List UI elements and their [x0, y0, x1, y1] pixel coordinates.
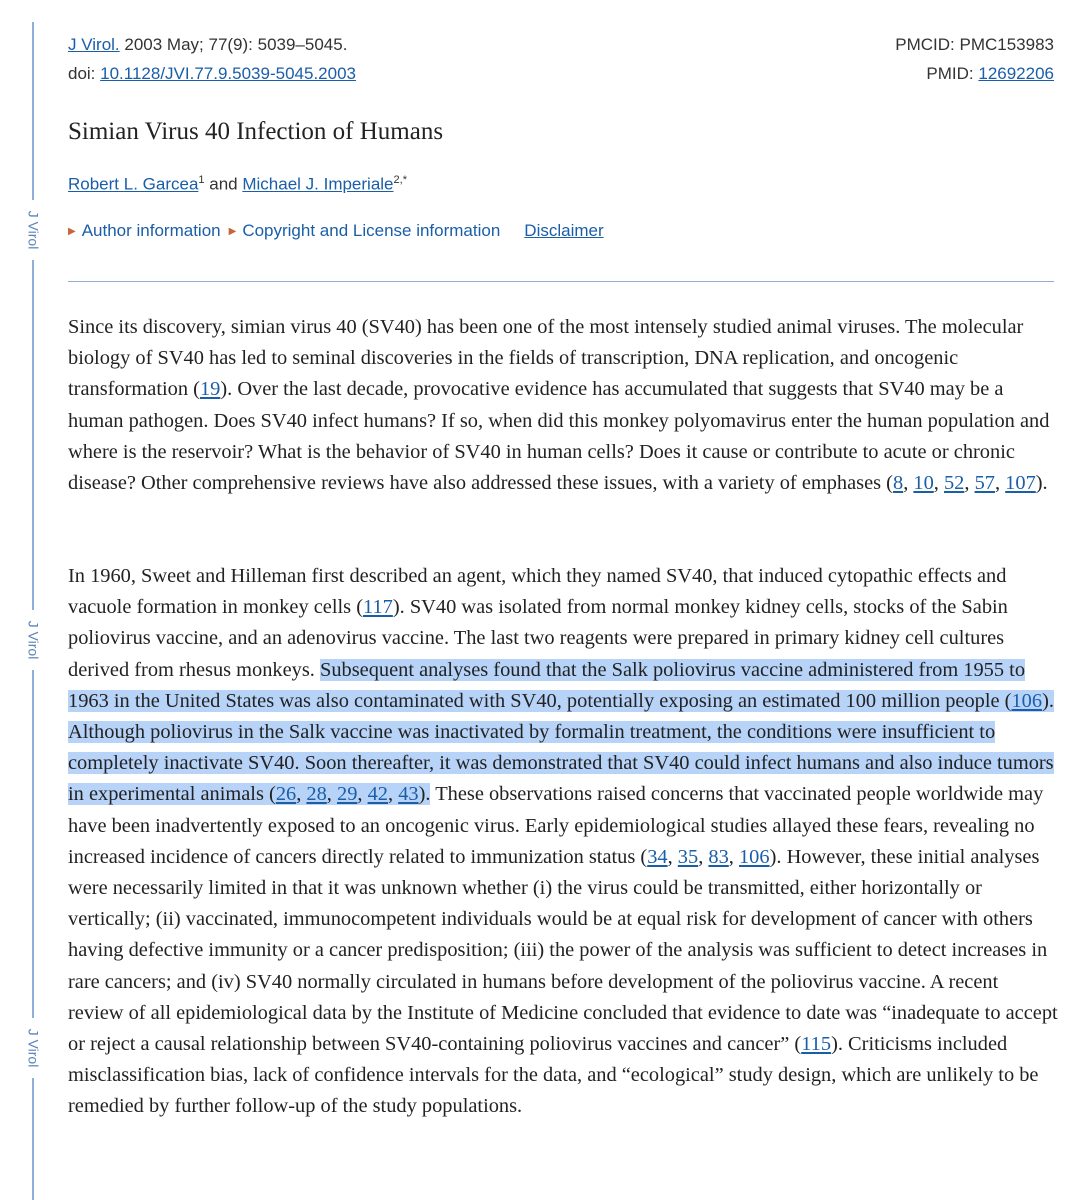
reference-link[interactable]: 8 [892, 472, 904, 495]
pmid-label: PMID: [926, 64, 979, 83]
reference-link[interactable]: 19 [199, 378, 221, 401]
reference-link[interactable]: 52 [943, 472, 965, 495]
reference-link[interactable]: 115 [801, 1033, 832, 1056]
selected-text[interactable]: Subsequent analyses found that the Salk poliovirus vaccine administered from 1955 to 1963 in the United States was also contaminated with SV40, potentially exposing an estimated 100 million people (106). Although poliovirus in the Salk vaccine was inactivated by formalin treatment, the conditions were insufficient to completely inactivate SV40. Soon thereafter, it was demonstrated that SV40 could infect humans and also induce tumors in experimental animals (26, 28, 29, 42, 43). [68, 658, 1054, 806]
reference-link[interactable]: 26 [275, 783, 297, 806]
reference-link[interactable]: 83 [708, 845, 729, 868]
author-information-toggle[interactable]: ▶ Author information [68, 221, 221, 240]
paragraph-1: Since its discovery, simian virus 40 (SV40) has been one of the most intensely studied animal viruses. The molecular biology of SV40 has led to seminal discoveries in the fields of transcription, DNA replication, and oncogenic transformation (19). Over the last decade, provocative evidence has accumulated that suggests that SV40 may be a human pathogen. Does SV40 infect humans? If so, when did this monkey polyomavirus enter the human population and where is the reservoir? What is the behavior of SV40 in human cells? Does it cause or contribute to acute or chronic disease? Other comprehensive reviews have also addressed these issues, with a variety of emphases (8, 10, 52, 57, 107). [68, 316, 1050, 495]
author-separator: and [204, 174, 243, 194]
pmid-link[interactable]: 12692206 [978, 64, 1054, 83]
triangle-right-icon: ▶ [68, 225, 76, 237]
reference-link[interactable]: 42 [367, 783, 388, 806]
author-link[interactable]: Robert L. Garcea [68, 174, 199, 194]
doi-label: doi: [68, 64, 101, 83]
article-title: Simian Virus 40 Infection of Humans [68, 118, 444, 145]
pmcid: PMCID: PMC153983 [895, 35, 1054, 54]
copyright-license-toggle[interactable]: ▶ Copyright and License information [228, 221, 501, 240]
triangle-right-icon: ▶ [228, 225, 237, 237]
citation-header [68, 30, 1054, 88]
reference-link[interactable]: 106 [738, 845, 770, 868]
affiliation-sup: 2,* [393, 174, 407, 186]
disclaimer-link[interactable]: Disclaimer [524, 221, 604, 240]
affiliation-sup: 1 [198, 174, 205, 186]
article-meta-links [68, 221, 604, 241]
sidebar-label: J Virol [22, 200, 44, 260]
reference-link[interactable]: 57 [974, 472, 995, 495]
reference-link[interactable]: 10 [913, 472, 934, 495]
reference-link[interactable]: 107 [1005, 472, 1036, 495]
author-list [68, 174, 407, 195]
paragraph-2: In 1960, Sweet and Hilleman first described an agent, which they named SV40, that induced cytopathic effects and vacuole formation in monkey cells (117). SV40 was isolated from normal monkey kidney cells, stocks of the Sabin poliovirus vaccine, and an adenovirus vaccine. The last two reagents were prepared in primary kidney cell cultures derived from rhesus monkeys. Subsequent analyses found that the Salk poliovirus vaccine administered from 1955 to 1963 in the United States was also contaminated with SV40, potentially exposing an estimated 100 million people (106). Although poliovirus in the Salk vaccine was inactivated by formalin treatment, the conditions were insufficient to completely inactivate SV40. Soon thereafter, it was demonstrated that SV40 could infect humans and also induce tumors in experimental animals (26, 28, 29, 42, 43). These observations raised concerns that vaccinated people worldwide may have been inadvertently exposed to an oncogenic virus. Early epidemiological studies allayed these fears, revealing no increased incidence of cancers directly related to immunization status (34, 35, 83, 106). However, these initial analyses were necessarily limited in that it was unknown whether (i) the virus could be transmitted, either horizontally or vertically; (ii) vaccinated, immunocompetent individuals would be at equal risk for development of cancer with others having defective immunity or a cancer predisposition; (iii) the power of the analysis was sufficient to detect increases in rare cancers; and (iv) SV40 normally circulated in humans before development of the poliovirus vaccine. A recent review of all epidemiological data by the Institute of Medicine concluded that evidence to date was “inadequate to accept or reject a causal relationship between SV40-containing poliovirus vaccines and cancer” (115). Criticisms included misclassification bias, lack of confidence intervals for the data, and “ecological” study design, which are unlikely to be remedied by further follow-up of the study populations. [68, 565, 1058, 1118]
doi-link[interactable]: 10.1128/JVI.77.9.5039-5045.2003 [100, 64, 356, 83]
journal-link[interactable]: J Virol. [68, 35, 120, 54]
reference-link[interactable]: 29 [337, 783, 358, 806]
citation-details: 2003 May; 77(9): 5039–5045. [119, 35, 348, 54]
sidebar-label: J Virol [22, 1018, 44, 1078]
reference-link[interactable]: 35 [677, 845, 699, 868]
sidebar-label: J Virol [22, 610, 44, 670]
reference-link[interactable]: 106 [1011, 689, 1043, 712]
reference-link[interactable]: 28 [306, 783, 327, 806]
reference-link[interactable]: 117 [363, 596, 393, 619]
author-link[interactable]: Michael J. Imperiale [242, 174, 394, 194]
reference-link[interactable]: 43 [398, 783, 419, 806]
reference-link[interactable]: 34 [647, 845, 668, 868]
header-divider [68, 281, 1054, 282]
